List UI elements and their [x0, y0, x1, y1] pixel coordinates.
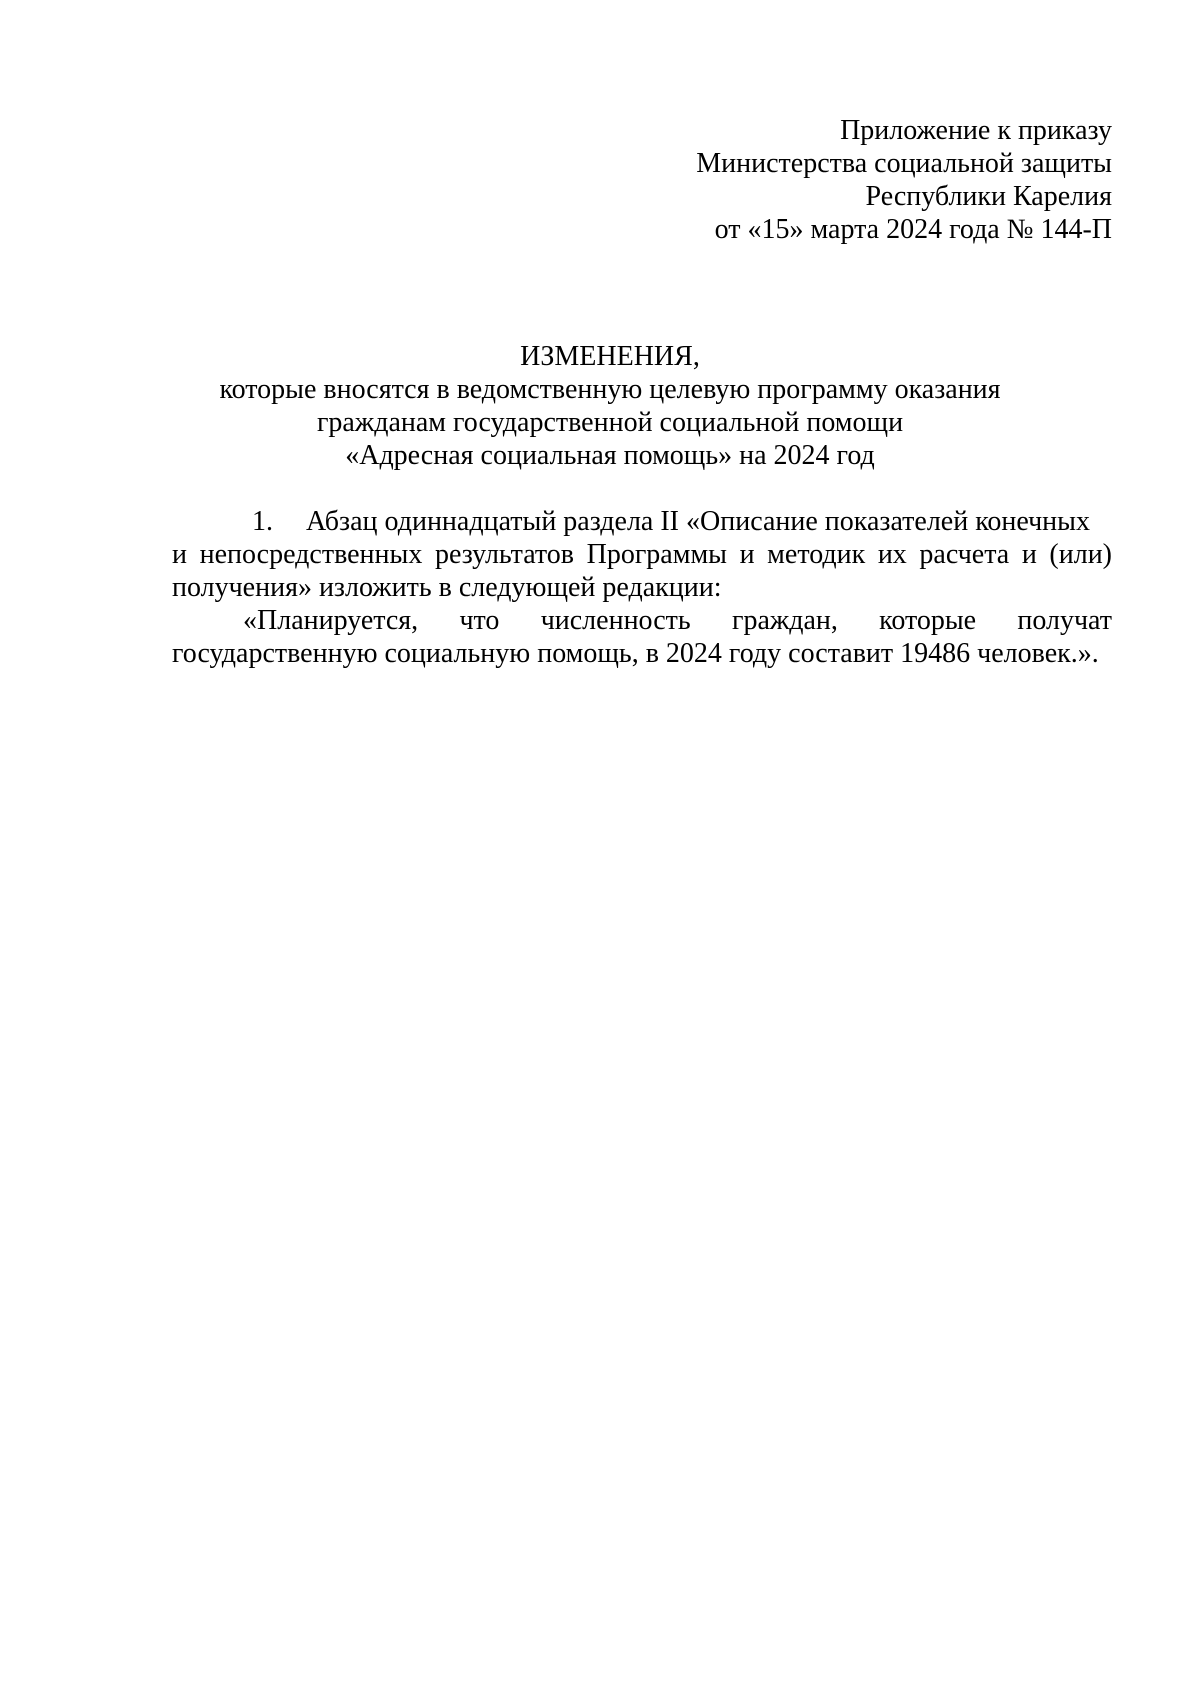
title-line-3: «Адресная социальная помощь» на 2024 год — [345, 440, 875, 471]
appendix-line-1: Приложение к приказу — [840, 115, 1112, 146]
document-body — [172, 505, 1112, 670]
appendix-line-3: Республики Карелия — [865, 181, 1112, 212]
title-line-1: которые вносятся в ведомственную целевую программу оказания — [219, 374, 1001, 405]
title-heading: ИЗМЕНЕНИЯ, — [520, 341, 700, 372]
item-1-first-line — [172, 505, 1112, 538]
item-1-line-1: Абзац одиннадцатый раздела II «Описание показателей конечных — [306, 506, 1090, 537]
quote-line-1: «Планируется, что численность граждан, которые получат — [243, 605, 1112, 636]
appendix-header — [552, 114, 1112, 246]
quote-line-2: государственную социальную помощь, в 2024 году составит 19486 человек.». — [172, 638, 1099, 669]
appendix-line-4: от «15» марта 2024 года № 144-П — [714, 214, 1112, 245]
item-1-line-3: получения» изложить в следующей редакции: — [172, 572, 722, 603]
item-1-line-2: и непосредственных результатов Программы и методик их расчета и (или) — [172, 539, 1112, 570]
document-title — [180, 340, 1040, 472]
item-1-number: 1. — [252, 506, 273, 537]
title-line-2: гражданам государственной социальной помощи — [316, 407, 904, 438]
appendix-line-2: Министерства социальной защиты — [696, 148, 1112, 179]
